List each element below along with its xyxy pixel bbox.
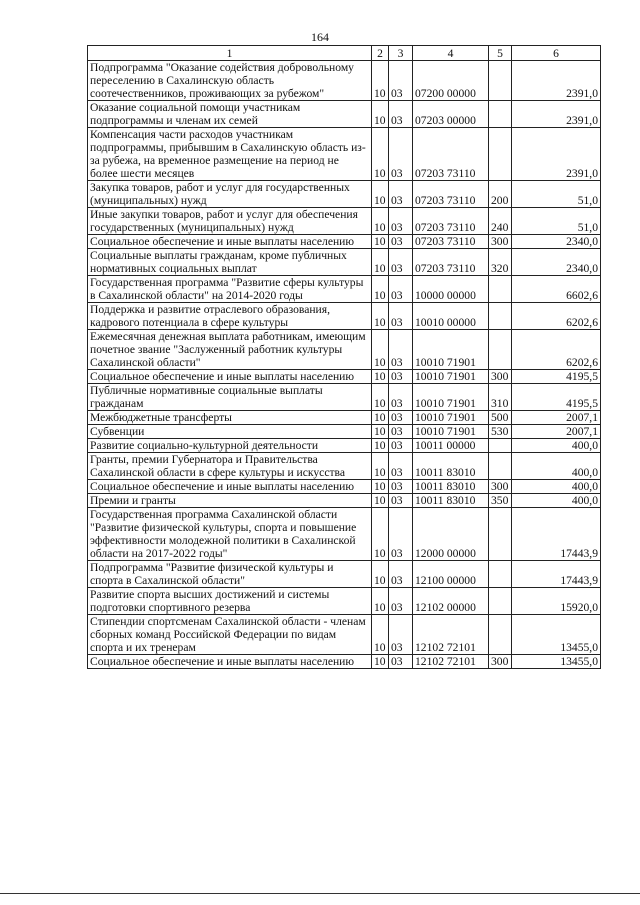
expense-name-cell: Поддержка и развитие отраслевого образования, кадрового потенциала в сфере культуры	[88, 303, 372, 330]
amount-cell: 2340,0	[512, 235, 601, 249]
target-article-cell: 12102 72101	[413, 615, 489, 655]
section-code-cell: 10	[372, 655, 389, 669]
table-row	[88, 615, 601, 655]
expense-type-cell	[489, 439, 512, 453]
section-code-cell: 10	[372, 181, 389, 208]
expense-name-cell: Гранты, премии Губернатора и Правительства Сахалинской области в сфере культуры и искусства	[88, 453, 372, 480]
page-bottom-rule	[0, 893, 640, 894]
target-article-cell: 10010 71901	[413, 411, 489, 425]
target-article-cell: 07203 73110	[413, 208, 489, 235]
expense-name-cell: Компенсация части расходов участникам подпрограммы, прибывшим в Сахалинскую область из-за рубежа, на временное размещение на период не более шести месяцев	[88, 128, 372, 181]
table-row	[88, 128, 601, 181]
table-row	[88, 453, 601, 480]
page-number: 164	[311, 30, 329, 44]
expense-type-cell	[489, 61, 512, 101]
expense-name-cell: Развитие спорта высших достижений и системы подготовки спортивного резерва	[88, 588, 372, 615]
target-article-cell: 10010 71901	[413, 330, 489, 370]
table-row	[88, 249, 601, 276]
subsection-code-cell: 03	[389, 370, 413, 384]
expense-type-cell: 300	[489, 235, 512, 249]
subsection-code-cell: 03	[389, 494, 413, 508]
target-article-cell: 07203 73110	[413, 235, 489, 249]
header-row	[88, 46, 601, 61]
expense-name-cell: Ежемесячная денежная выплата работникам, имеющим почетное звание "Заслуженный работник культуры Сахалинской области"	[88, 330, 372, 370]
expense-type-cell: 500	[489, 411, 512, 425]
subsection-code-cell: 03	[389, 330, 413, 370]
amount-cell: 4195,5	[512, 370, 601, 384]
table-row	[88, 439, 601, 453]
expense-type-cell	[489, 588, 512, 615]
subsection-code-cell: 03	[389, 508, 413, 561]
amount-cell: 15920,0	[512, 588, 601, 615]
target-article-cell: 10011 00000	[413, 439, 489, 453]
subsection-code-cell: 03	[389, 208, 413, 235]
amount-cell: 13455,0	[512, 615, 601, 655]
subsection-code-cell: 03	[389, 101, 413, 128]
expense-name-cell: Закупка товаров, работ и услуг для государственных (муниципальных) нужд	[88, 181, 372, 208]
amount-cell: 6202,6	[512, 330, 601, 370]
amount-cell: 2391,0	[512, 101, 601, 128]
column-header: 6	[512, 46, 601, 61]
table-row	[88, 208, 601, 235]
table-row	[88, 101, 601, 128]
column-header: 3	[389, 46, 413, 61]
expense-name-cell: Межбюджетные трансферты	[88, 411, 372, 425]
expense-name-cell: Иные закупки товаров, работ и услуг для обеспечения государственных (муниципальных) нужд	[88, 208, 372, 235]
target-article-cell: 12100 00000	[413, 561, 489, 588]
subsection-code-cell: 03	[389, 480, 413, 494]
subsection-code-cell: 03	[389, 181, 413, 208]
budget-table	[87, 45, 601, 669]
amount-cell: 2340,0	[512, 249, 601, 276]
table-body	[88, 61, 601, 669]
amount-cell: 400,0	[512, 480, 601, 494]
expense-type-cell: 310	[489, 384, 512, 411]
amount-cell: 6602,6	[512, 276, 601, 303]
column-header: 2	[372, 46, 389, 61]
section-code-cell: 10	[372, 249, 389, 276]
expense-name-cell: Подпрограмма "Оказание содействия добровольному переселению в Сахалинскую область соотечественников, проживающих за рубежом"	[88, 61, 372, 101]
expense-name-cell: Стипендии спортсменам Сахалинской области - членам сборных команд Российской Федерации по видам спорта и их тренерам	[88, 615, 372, 655]
subsection-code-cell: 03	[389, 411, 413, 425]
expense-type-cell: 320	[489, 249, 512, 276]
subsection-code-cell: 03	[389, 249, 413, 276]
section-code-cell: 10	[372, 330, 389, 370]
target-article-cell: 10010 71901	[413, 370, 489, 384]
table-row	[88, 276, 601, 303]
amount-cell: 2391,0	[512, 61, 601, 101]
expense-type-cell: 350	[489, 494, 512, 508]
amount-cell: 4195,5	[512, 384, 601, 411]
table-row	[88, 425, 601, 439]
subsection-code-cell: 03	[389, 588, 413, 615]
subsection-code-cell: 03	[389, 439, 413, 453]
amount-cell: 51,0	[512, 208, 601, 235]
target-article-cell: 07203 00000	[413, 101, 489, 128]
table-row	[88, 235, 601, 249]
subsection-code-cell: 03	[389, 425, 413, 439]
table-row	[88, 480, 601, 494]
table-header	[88, 46, 601, 61]
amount-cell: 2007,1	[512, 425, 601, 439]
expense-type-cell	[489, 330, 512, 370]
table-row	[88, 588, 601, 615]
target-article-cell: 07200 00000	[413, 61, 489, 101]
section-code-cell: 10	[372, 494, 389, 508]
amount-cell: 17443,9	[512, 508, 601, 561]
section-code-cell: 10	[372, 235, 389, 249]
expense-name-cell: Государственная программа Сахалинской области "Развитие физической культуры, спорта и повышение эффективности молодежной политики в Сахалинской области на 2017-2022 годы"	[88, 508, 372, 561]
target-article-cell: 10000 00000	[413, 276, 489, 303]
target-article-cell: 10011 83010	[413, 494, 489, 508]
target-article-cell: 07203 73110	[413, 181, 489, 208]
section-code-cell: 10	[372, 303, 389, 330]
expense-name-cell: Развитие социально-культурной деятельности	[88, 439, 372, 453]
expense-type-cell	[489, 453, 512, 480]
expense-type-cell	[489, 101, 512, 128]
subsection-code-cell: 03	[389, 615, 413, 655]
section-code-cell: 10	[372, 128, 389, 181]
subsection-code-cell: 03	[389, 453, 413, 480]
table-row	[88, 181, 601, 208]
section-code-cell: 10	[372, 453, 389, 480]
amount-cell: 13455,0	[512, 655, 601, 669]
amount-cell: 400,0	[512, 439, 601, 453]
expense-type-cell	[489, 508, 512, 561]
expense-name-cell: Оказание социальной помощи участникам подпрограммы и членам их семей	[88, 101, 372, 128]
amount-cell: 2007,1	[512, 411, 601, 425]
expense-name-cell: Социальное обеспечение и иные выплаты населению	[88, 235, 372, 249]
subsection-code-cell: 03	[389, 303, 413, 330]
amount-cell: 400,0	[512, 494, 601, 508]
expense-type-cell	[489, 615, 512, 655]
section-code-cell: 10	[372, 439, 389, 453]
expense-name-cell: Социальное обеспечение и иные выплаты населению	[88, 480, 372, 494]
expense-name-cell: Субвенции	[88, 425, 372, 439]
table-row	[88, 494, 601, 508]
target-article-cell: 10011 83010	[413, 453, 489, 480]
table-row	[88, 561, 601, 588]
expense-type-cell	[489, 276, 512, 303]
expense-type-cell: 240	[489, 208, 512, 235]
section-code-cell: 10	[372, 370, 389, 384]
table-row	[88, 655, 601, 669]
expense-type-cell: 200	[489, 181, 512, 208]
section-code-cell: 10	[372, 588, 389, 615]
expense-name-cell: Публичные нормативные социальные выплаты гражданам	[88, 384, 372, 411]
section-code-cell: 10	[372, 480, 389, 494]
target-article-cell: 10010 71901	[413, 425, 489, 439]
target-article-cell: 12102 00000	[413, 588, 489, 615]
table-row	[88, 384, 601, 411]
expense-type-cell: 300	[489, 655, 512, 669]
section-code-cell: 10	[372, 425, 389, 439]
target-article-cell: 07203 73110	[413, 128, 489, 181]
subsection-code-cell: 03	[389, 128, 413, 181]
section-code-cell: 10	[372, 615, 389, 655]
target-article-cell: 10010 71901	[413, 384, 489, 411]
expense-type-cell	[489, 561, 512, 588]
table-row	[88, 370, 601, 384]
expense-type-cell: 300	[489, 480, 512, 494]
target-article-cell: 10011 83010	[413, 480, 489, 494]
table-row	[88, 508, 601, 561]
amount-cell: 400,0	[512, 453, 601, 480]
section-code-cell: 10	[372, 508, 389, 561]
section-code-cell: 10	[372, 561, 389, 588]
column-header: 5	[489, 46, 512, 61]
section-code-cell: 10	[372, 276, 389, 303]
table-row	[88, 303, 601, 330]
amount-cell: 6202,6	[512, 303, 601, 330]
table-row	[88, 411, 601, 425]
target-article-cell: 10010 00000	[413, 303, 489, 330]
expense-name-cell: Подпрограмма "Развитие физической культуры и спорта в Сахалинской области"	[88, 561, 372, 588]
amount-cell: 51,0	[512, 181, 601, 208]
subsection-code-cell: 03	[389, 655, 413, 669]
section-code-cell: 10	[372, 384, 389, 411]
section-code-cell: 10	[372, 208, 389, 235]
amount-cell: 17443,9	[512, 561, 601, 588]
expense-type-cell: 530	[489, 425, 512, 439]
expense-name-cell: Социальное обеспечение и иные выплаты населению	[88, 655, 372, 669]
subsection-code-cell: 03	[389, 276, 413, 303]
subsection-code-cell: 03	[389, 61, 413, 101]
expense-type-cell: 300	[489, 370, 512, 384]
expense-name-cell: Государственная программа "Развитие сферы культуры в Сахалинской области" на 2014-2020 годы	[88, 276, 372, 303]
expense-name-cell: Социальное обеспечение и иные выплаты населению	[88, 370, 372, 384]
section-code-cell: 10	[372, 61, 389, 101]
expense-name-cell: Социальные выплаты гражданам, кроме публичных нормативных социальных выплат	[88, 249, 372, 276]
subsection-code-cell: 03	[389, 384, 413, 411]
section-code-cell: 10	[372, 101, 389, 128]
amount-cell: 2391,0	[512, 128, 601, 181]
expense-type-cell	[489, 303, 512, 330]
section-code-cell: 10	[372, 411, 389, 425]
subsection-code-cell: 03	[389, 561, 413, 588]
column-header: 1	[88, 46, 372, 61]
expense-name-cell: Премии и гранты	[88, 494, 372, 508]
expense-type-cell	[489, 128, 512, 181]
table-row	[88, 61, 601, 101]
target-article-cell: 07203 73110	[413, 249, 489, 276]
table-row	[88, 330, 601, 370]
column-header: 4	[413, 46, 489, 61]
subsection-code-cell: 03	[389, 235, 413, 249]
target-article-cell: 12000 00000	[413, 508, 489, 561]
target-article-cell: 12102 72101	[413, 655, 489, 669]
